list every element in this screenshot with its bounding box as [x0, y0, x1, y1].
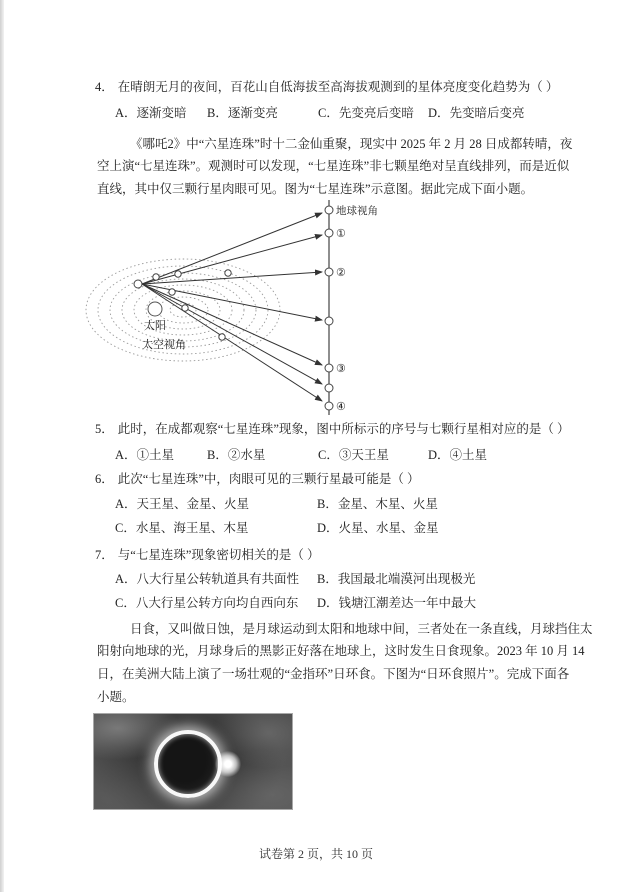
question-6-options-row-2 [0, 520, 632, 537]
eclipse-passage-line-3: 日，在美洲大陆上演了一场壮观的“金指环”日环食。下图为“日环食照片”。完成下面各 [97, 667, 570, 681]
question-7-stem-text: 与“七星连珠”现象密切相关的是（ ） [117, 548, 320, 562]
question-6-option-c: C．水星、海王星、木星 [115, 521, 249, 535]
intro-passage-line-2: 空上演“七星连珠”。观测时可以发现，“七星连珠”非七颗星绝对呈直线排列，而是近似 [97, 159, 570, 173]
sun-label: 太阳 [144, 320, 166, 332]
page-footer: 试卷第 2 页，共 10 页 [258, 847, 373, 861]
question-5-stem-text: 此时，在成都观察“七星连珠”现象，图中所标示的序号与七颗行星相对应的是（ ） [117, 422, 570, 436]
question-4-option-d: D．先变暗后变亮 [428, 106, 525, 120]
eclipse-passage-line-4: 小题。 [97, 690, 135, 704]
eclipse-ring [154, 730, 222, 798]
question-5-option-d: D．④土星 [428, 448, 488, 462]
question-4-options [0, 105, 632, 122]
question-7-option-a: A．八大行星公转轨道具有共面性 [115, 572, 300, 586]
earth-view-label: 地球视角 [336, 206, 378, 217]
question-4-stem [95, 79, 558, 95]
space-view-label: 太空视角 [142, 339, 186, 351]
earth-observer-circle [134, 280, 142, 288]
question-7-number: 7． [95, 548, 114, 562]
question-5-option-c: C．③天王星 [318, 448, 389, 462]
marker-4-label: ④ [336, 401, 346, 413]
marker-2-label: ② [336, 267, 346, 279]
question-7-stem [95, 547, 320, 563]
question-7-options-row-1 [0, 571, 632, 588]
question-7-option-c: C．八大行星公转方向均自西向东 [115, 596, 299, 610]
question-4-option-a: A．逐渐变暗 [115, 106, 187, 120]
question-5-options [0, 447, 632, 464]
question-4-number: 4． [95, 80, 114, 94]
scan-left-edge [0, 0, 4, 892]
question-7-options-row-2 [0, 595, 632, 612]
question-6-options-row-1 [0, 496, 632, 513]
question-7-option-b: B．我国最北端漠河出现极光 [317, 572, 476, 586]
question-6-stem [95, 471, 420, 487]
diamond-ring-glare [215, 751, 241, 777]
question-4-option-c: C．先变亮后变暗 [318, 106, 414, 120]
question-4-stem-text: 在晴朗无月的夜间，百花山自低海拔至高海拔观测到的星体亮度变化趋势为（ ） [117, 80, 559, 94]
question-5-number: 5． [95, 422, 114, 436]
question-6-option-a: A．天王星、金星、火星 [115, 497, 250, 511]
question-4-option-b: B．逐渐变亮 [207, 106, 278, 120]
intro-passage-line-1: 《哪吒2》中“六星连珠”时十二金仙重聚，现实中 2025 年 2 月 28 日成都转晴，夜 [130, 137, 573, 151]
question-6-stem-text: 此次“七星连珠”中，肉眼可见的三颗行星最可能是（ ） [117, 472, 420, 486]
eclipse-passage-line-1: 日食，又叫做日蚀，是月球运动到太阳和地球中间，三者处在一条直线，月球挡住太 [130, 622, 593, 636]
marker-3-label: ③ [336, 363, 346, 375]
question-5-option-a: A．①土星 [115, 448, 175, 462]
annular-eclipse-photo [93, 713, 293, 810]
intro-passage-line-3: 直线，其中仅三颗行星肉眼可见。图为“七星连珠”示意图。据此完成下面小题。 [97, 182, 534, 196]
question-5-option-b: B．②水星 [207, 448, 266, 462]
seven-planet-alignment-figure [83, 195, 393, 425]
question-5-stem [95, 421, 570, 437]
eclipse-passage-line-2: 阳射向地球的光，月球身后的黑影正好落在地球上，这时发生日食现象。2023 年 10 月 14 [97, 644, 585, 658]
question-6-option-d: D．火星、水星、金星 [317, 521, 439, 535]
question-6-number: 6． [95, 472, 114, 486]
question-7-option-d: D．钱塘江潮差达一年中最大 [317, 596, 477, 610]
marker-1-label: ① [336, 228, 346, 240]
question-6-option-b: B．金星、木星、火星 [317, 497, 438, 511]
sun-circle [148, 302, 162, 316]
